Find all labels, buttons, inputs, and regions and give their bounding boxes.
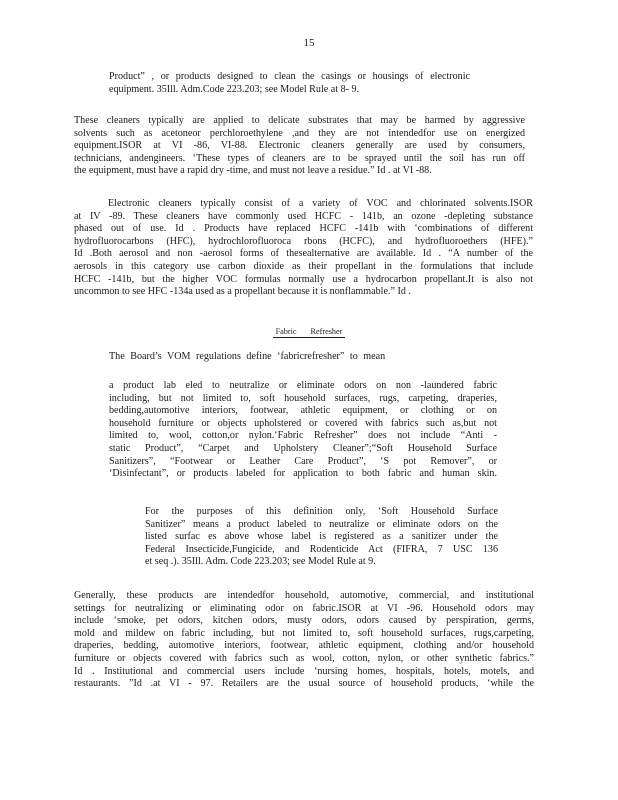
para1-line-3: equipment.ISOR at VI -86, VI-88. Electronic cleaners generally are used by consumers, bbox=[74, 140, 525, 152]
quote-def-line-1: a product lab eled to neutralize or eliminate odors on non -laundered fabric bbox=[109, 380, 497, 391]
para4-line-3: include ‘smoke, pet odors, kitchen odors, musty odors, odors caused by perspiration, germs, bbox=[74, 615, 534, 627]
section-heading-text: Fabric Refresher bbox=[273, 327, 346, 338]
para4-line-6: furniture or objects covered with fabrics such as wool, cotton, nylon, or other synthetic fabrics.” bbox=[74, 652, 534, 664]
paragraph-fabric-definition-intro bbox=[109, 351, 409, 364]
section-heading bbox=[0, 326, 618, 339]
para2-line-2: at IV -89. These cleaners have commonly used HCFC - 141b, an ozone -depleting substance bbox=[74, 210, 533, 222]
quote-top-line-1: Product” , or products designed to clean the casings or housings of electronic bbox=[109, 71, 470, 82]
quote-def-line-5: limited to, wool, cotton,or nylon.‘Fabric Refresher” does not include “Anti - bbox=[109, 430, 497, 442]
para2-line-6: aerosols in this category use carbon dioxide as their propellant in the formulations that include bbox=[74, 260, 533, 272]
para4-line-7: Id . Institutional and commercial users include ‘nursing homes, hospitals, hotels, motels, and bbox=[74, 665, 534, 677]
quote-def-line-4: household furniture or objects upholstered or covered with fabrics such as,but not bbox=[109, 417, 497, 429]
quote-nested-line-4: Federal Insecticide,Fungicide, and Rodenticide Act (FIFRA, 7 USC 136 bbox=[145, 543, 498, 555]
block-quote-continued bbox=[109, 71, 470, 96]
quote-def-line-7: Sanitizers”, “Footwear or Leather Care Product”, ‘S pot Remover”, or bbox=[109, 455, 497, 467]
para2-line-5: Id .Both aerosol and non -aerosol forms of thesealternative are available. Id . “A number of the bbox=[74, 248, 533, 260]
paragraph-electronic-cleaners-1 bbox=[74, 115, 525, 178]
quote-nested-line-5: et seq .). 35Ill. Adm. Code 223.203; see Model Rule at 9. bbox=[145, 556, 376, 568]
para4-line-2: settings for neutralizing or eliminating odor on fabric.ISOR at VI -96. Household odors may bbox=[74, 602, 534, 614]
para2-line-4: hydrofluorocarbons (HFC), hydrochlorofluoroca rbons (HCFC), and hydrofluoroethers (HFE).” bbox=[74, 235, 533, 247]
quote-nested-line-3: listed surfac es above whose label is registered as a sanitizer under the bbox=[145, 531, 498, 543]
paragraph-electronic-cleaners-2 bbox=[74, 198, 533, 299]
para1-line-1: These cleaners typically are applied to delicate substrates that may be harmed by aggressive bbox=[74, 115, 525, 126]
para1-line-4: technicians, andengineers. ‘These types of cleaners are to be sprayed until the soil has run off bbox=[74, 152, 525, 164]
para4-line-8: restaurants. ”Id .at VI - 97. Retailers are the usual source of household products, ‘while the bbox=[74, 678, 534, 690]
quote-def-line-2: including, but not limited to, soft household surfaces, rugs, carpeting, draperies, bbox=[109, 392, 497, 404]
para2-line-1: Electronic cleaners typically consist of a variety of VOC and chlorinated solvents.ISOR bbox=[108, 198, 533, 209]
para2-line-8: uncommon to see HFC -134a used as a propellant because it is nonflammable.” Id . bbox=[74, 286, 411, 298]
page-number: 15 bbox=[303, 37, 315, 49]
para1-line-2: solvents such as acetoneor perchloroethylene ,and they are not intendedfor use on energized bbox=[74, 127, 525, 139]
quote-def-line-6: static Product”, “Carpet and Upholstery Cleaner”;“Soft Household Surface bbox=[109, 442, 497, 454]
quote-def-line-3: bedding,automotive interiors, footwear, athletic equipment, or clothing or on bbox=[109, 405, 497, 417]
paragraph-fabric-refresher-uses bbox=[74, 590, 534, 691]
para2-line-7: HCFC -141b, but the higher VOC formulas normally use a hydrocarbon propellant.It is also not bbox=[74, 273, 533, 285]
para2-line-3: phased out of use. Id . Products have replaced HCFC -141b with ‘combinations of different bbox=[74, 223, 533, 235]
quote-top-line-2: equipment. 35Ill. Adm.Code 223.203; see Model Rule at 8- 9. bbox=[109, 83, 360, 95]
para4-line-5: draperies, bedding, automotive interiors, footwear, athletic equipment, clothing and/or household bbox=[74, 640, 534, 652]
quote-def-line-8: ‘Disinfectant”, or products labeled for application to both fabric and human skin. bbox=[109, 468, 497, 480]
quote-nested-line-1: For the purposes of this definition only, ‘Soft Household Surface bbox=[145, 506, 498, 517]
para4-line-1: Generally, these products are intendedfor household, automotive, commercial, and institutional bbox=[74, 590, 534, 601]
para4-line-4: mold and mildew on fabric including, but not limited to, soft household surfaces, rugs,carpeting, bbox=[74, 627, 534, 639]
para1-line-5: the equipment, must have a rapid dry -time, and must not leave a residue.” Id . at VI -88. bbox=[74, 165, 432, 177]
quote-nested-line-2: Sanitizer” means a product labeled to neutralize or eliminate odors on the bbox=[145, 518, 498, 530]
para3-intro-line: The Board’s VOM regulations define ‘fabricrefresher” to mean bbox=[109, 351, 386, 362]
block-quote-fabric-refresher bbox=[109, 380, 497, 481]
block-quote-soft-household-sanitizer bbox=[145, 506, 498, 569]
